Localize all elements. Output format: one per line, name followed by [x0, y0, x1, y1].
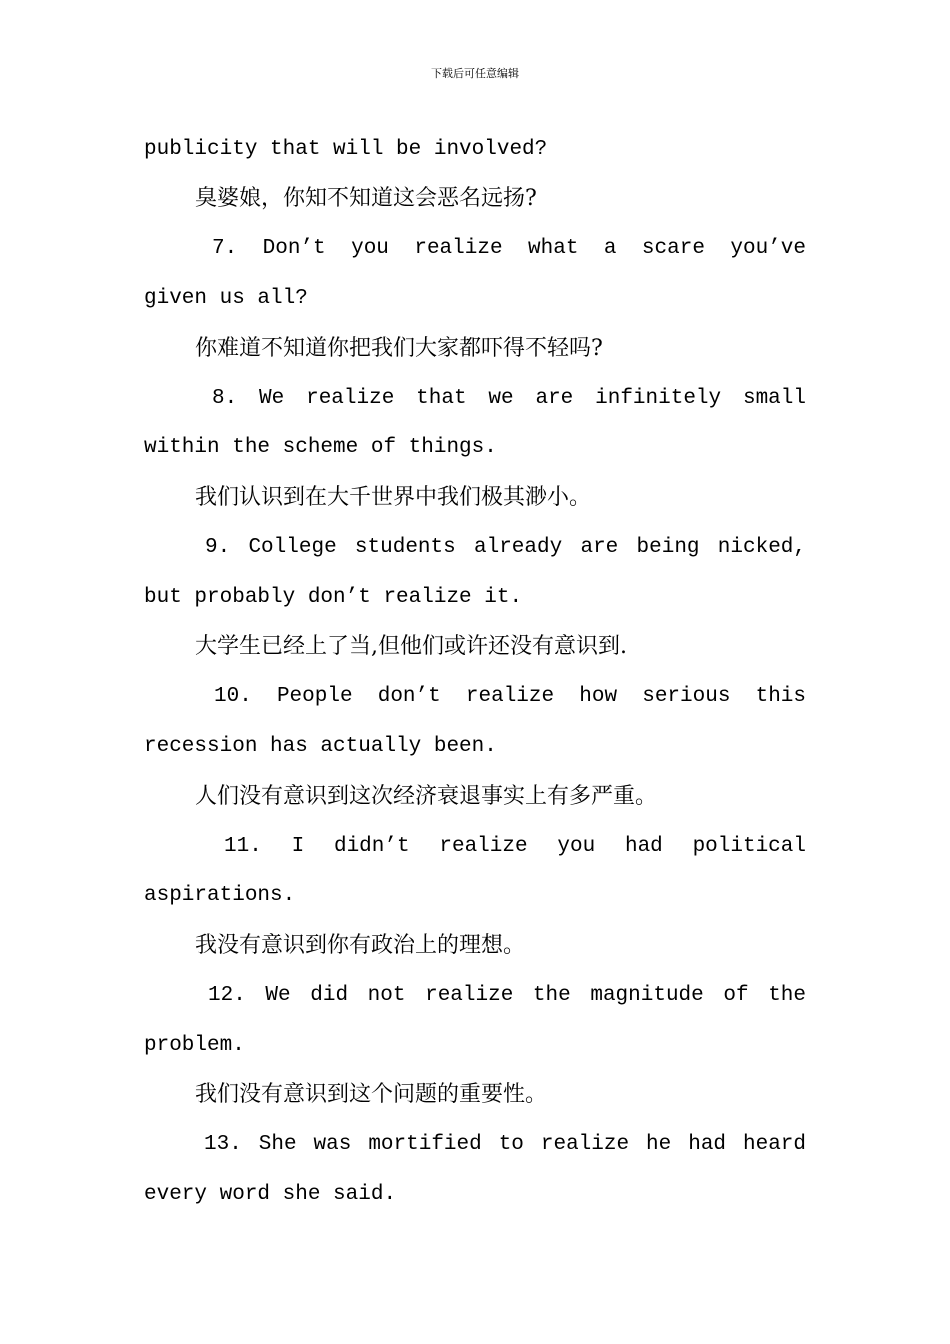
text-line-english: but probably don’t realize it. — [144, 586, 523, 609]
text-line-chinese: 人们没有意识到这次经济衰退事实上有多严重。 — [195, 784, 658, 809]
text-line-chinese: 大学生已经上了当,但他们或许还没有意识到. — [195, 634, 627, 659]
text-line-chinese: 我们没有意识到这个问题的重要性。 — [195, 1082, 548, 1107]
text-line-english: 12. We did not realize the magnitude of the — [208, 984, 806, 1007]
text-line-english: within the scheme of things. — [144, 436, 497, 459]
text-line-english: 7. Don’t you realize what a scare you’ve — [212, 237, 806, 260]
text-line-english: recession has actually been. — [144, 735, 497, 758]
text-line-english: given us all? — [144, 287, 308, 310]
text-line-english: 13. She was mortified to realize he had heard — [204, 1133, 806, 1156]
text-line-english: problem. — [144, 1034, 245, 1057]
text-line-english: 9. College students already are being nicked, — [205, 536, 806, 559]
text-line-english: 8. We realize that we are infinitely small — [212, 387, 806, 410]
text-line-english: publicity that will be involved? — [144, 138, 548, 161]
text-line-english: 11. I didn’t realize you had political — [224, 835, 806, 858]
text-line-chinese: 我没有意识到你有政治上的理想。 — [195, 933, 526, 958]
text-line-chinese: 臭婆娘，你知不知道这会恶名远扬? — [195, 186, 537, 211]
text-line-english: every word she said. — [144, 1183, 397, 1206]
text-line-english: aspirations. — [144, 884, 296, 907]
text-line-chinese: 我们认识到在大千世界中我们极其渺小。 — [195, 485, 592, 510]
page-header: 下载后可任意编辑 — [431, 67, 519, 80]
text-line-english: 10. People don’t realize how serious this — [214, 685, 806, 708]
text-line-chinese: 你难道不知道你把我们大家都吓得不轻吗? — [195, 336, 603, 361]
